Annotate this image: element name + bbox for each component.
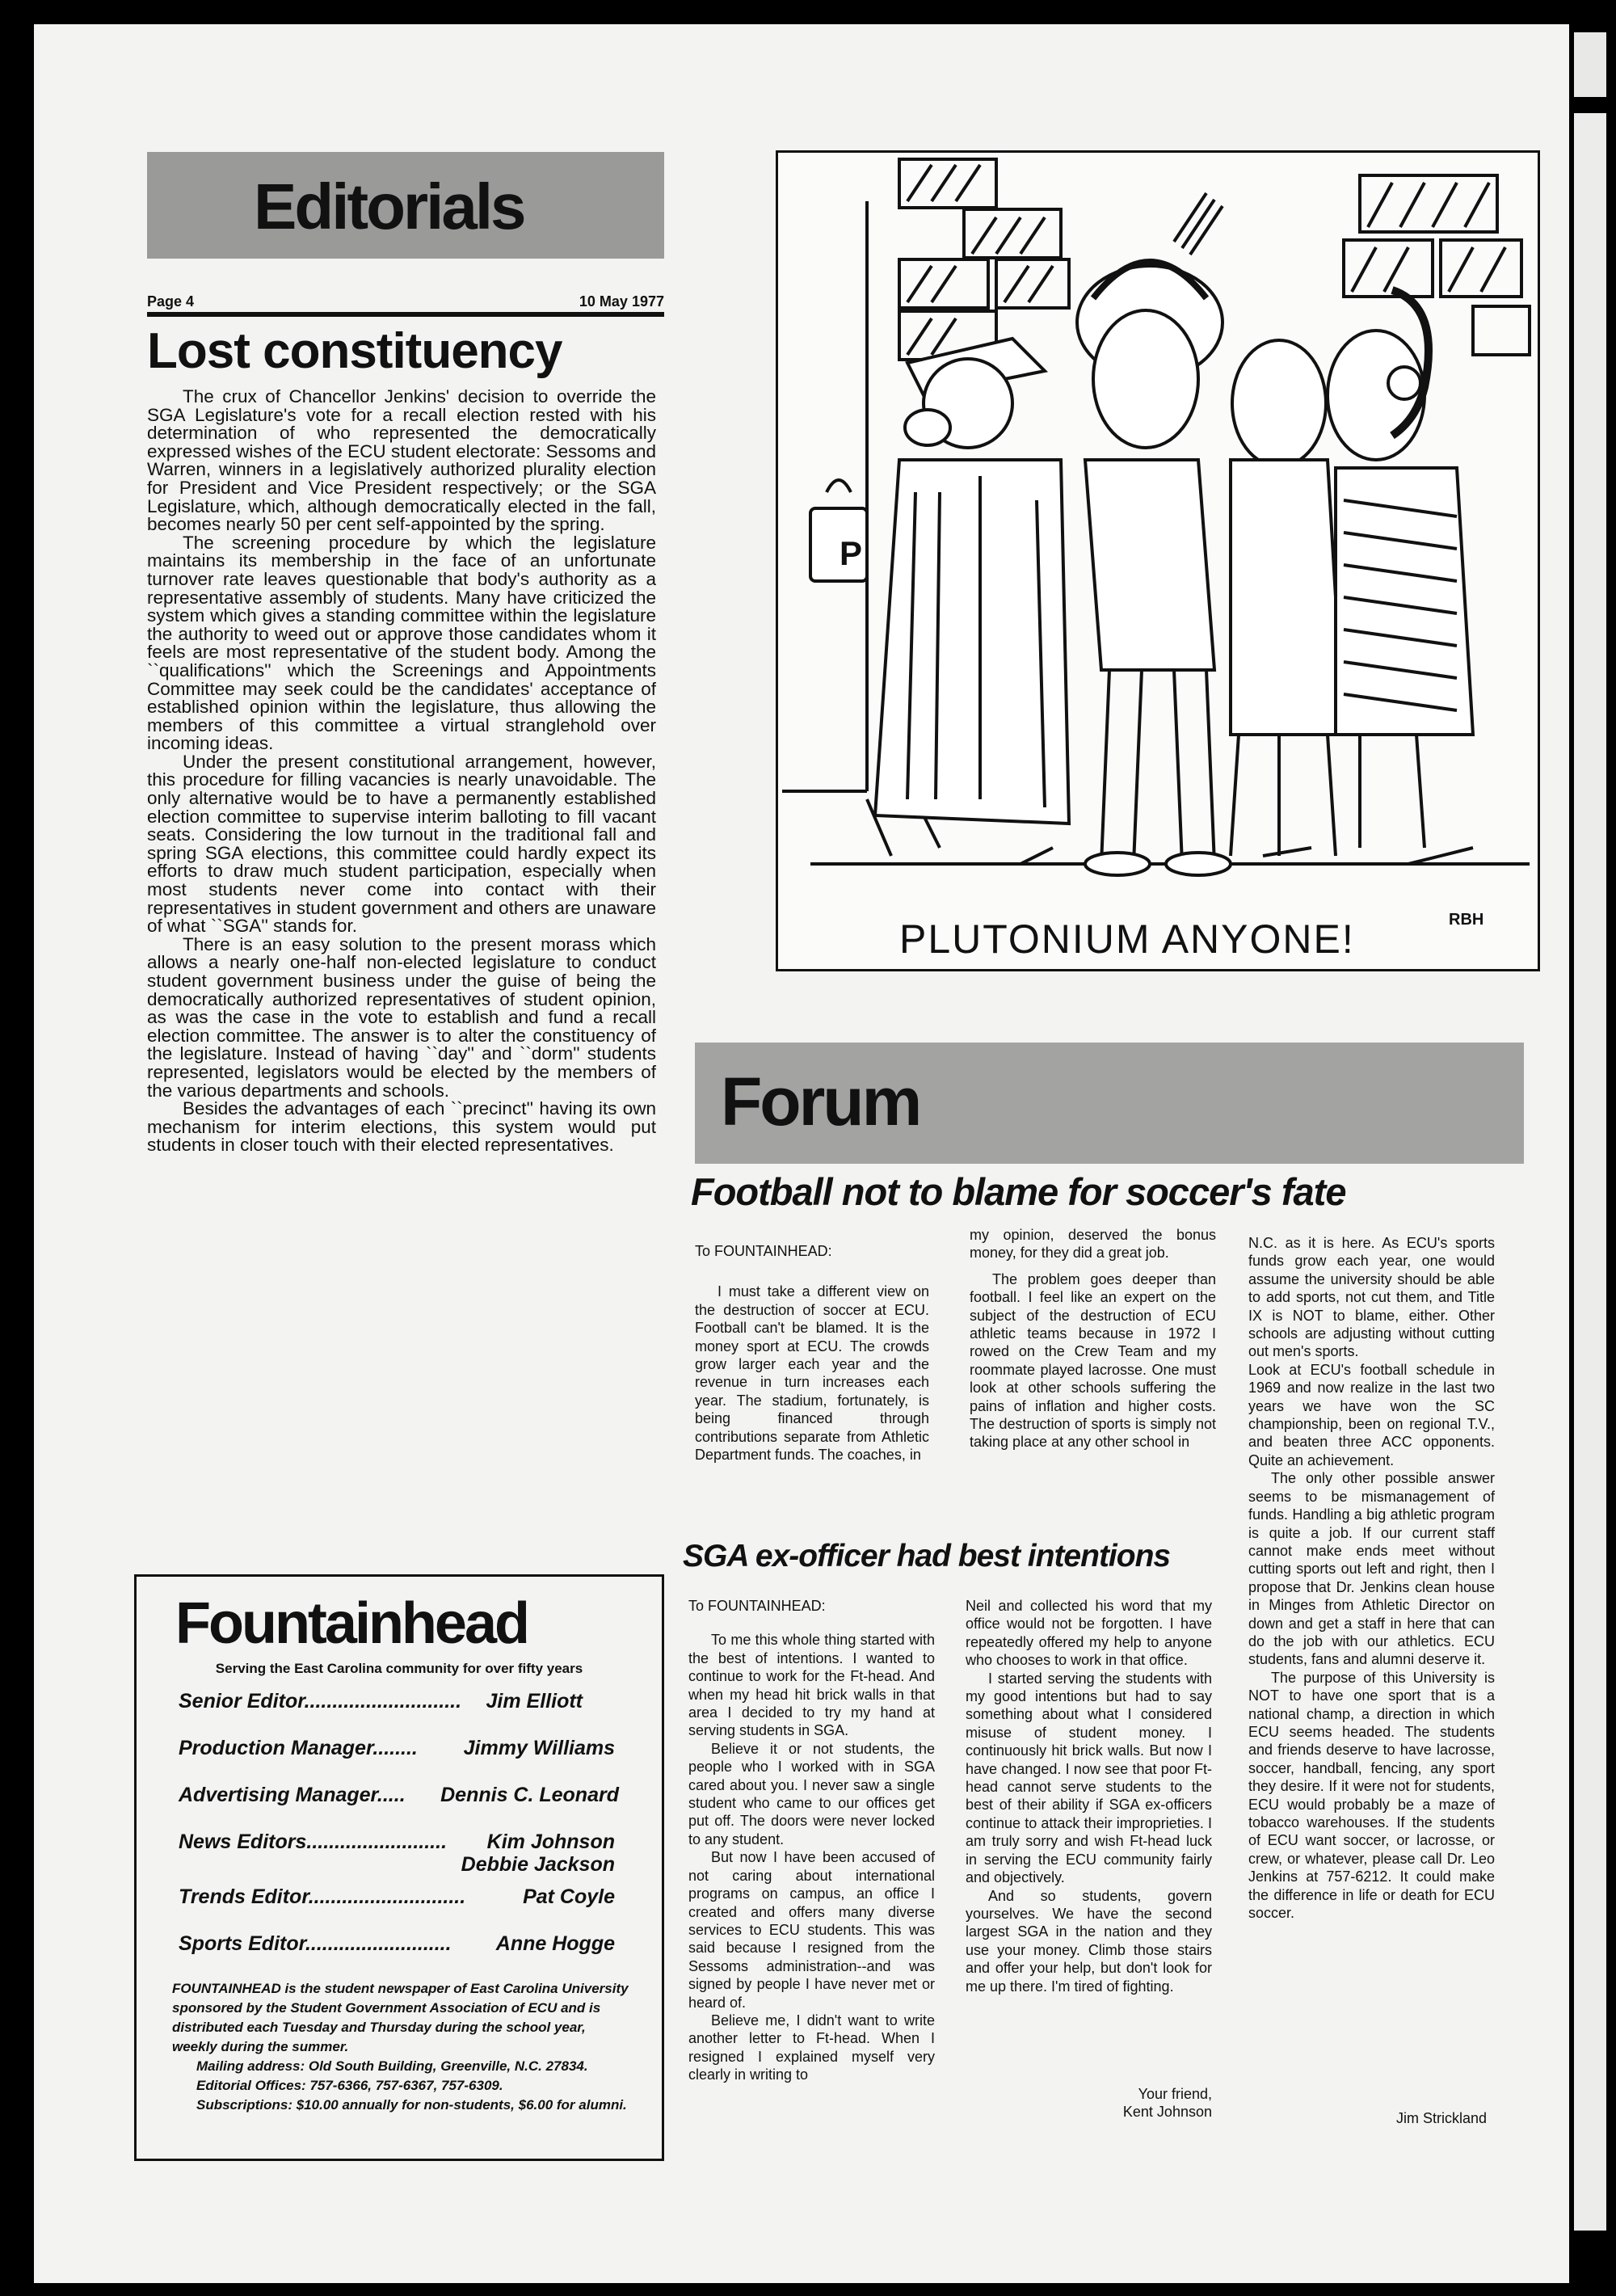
staff-row (179, 1932, 615, 1957)
staff-dots: ......................... (306, 1830, 448, 1853)
letter2-col1 (688, 1597, 935, 2084)
editorial-paragraph: There is an easy solution to the present morass which allows a nearly one-half non-elected legislature to conduct student government business under the guise of being the democratically authorized representatives of student opinion, as was the case in the vote to establish and fund a recall election committee. The answer is to alter the constituency of the legislature. Instead of having ``day'' and ``dorm'' students represented, legislators would be elected by the members of the various departments and schools. (147, 933, 656, 1101)
staff-role: Senior Editor (179, 1690, 305, 1713)
letter1-headline: Football not to blame for soccer's fate (691, 1170, 1346, 1213)
staff-dots: ............................ (308, 1885, 466, 1908)
masthead-offices: Editorial Offices: 757-6366, 757-6367, 757-6309. (196, 2078, 503, 2093)
staff-name: Debbie Jackson (461, 1853, 615, 1876)
letter1-paragraph: The problem goes deeper than football. I feel like an expert on the subject of the destruction of ECU athletic teams because in 1972 I rowed on the Crew Team and my roommate played lacrosse. One must look at other schools suffering the pains of inflation and higher costs. The destruction of sports is simply not taking place at any other school in (970, 1270, 1216, 1451)
adjacent-page-edge-lower (1574, 113, 1606, 2231)
letter2-paragraph: Believe it or not students, the people who I worked with in SGA cared about you. I never saw a single student who came to our offices get put off. The doors were never locked to any student. (688, 1740, 935, 1847)
letter2-signoff (1050, 2085, 1212, 2121)
staff-dots: ........ (372, 1737, 418, 1759)
letter1-paragraph: Look at ECU's football schedule in 1969 and now realize in the last two years we have won the SC championship, been on regional T.V., and beaten three ACC opponents. Quite an achievement. (1248, 1361, 1495, 1468)
brick-icon (899, 159, 996, 208)
comb-icon (1174, 193, 1223, 255)
staff-role: News Editors (179, 1830, 307, 1853)
letter2-paragraph: Believe me, I didn't want to write another letter to Ft-head. When I resigned I explained myself very clearly in writing to (688, 2012, 935, 2083)
letter1-col1 (695, 1242, 929, 1464)
forum-banner (695, 1043, 1524, 1164)
editorial-paragraph: Besides the advantages of each ``precinct'' having its own mechanism for interim elections, this system would put students in closer touch with their elected representatives. (147, 1098, 656, 1156)
letter1-col2 (970, 1226, 1216, 1451)
staff-name: Jimmy Williams (463, 1737, 615, 1759)
cartoon-drawing (778, 153, 1538, 969)
letter1-paragraph: The purpose of this University is NOT to have one sport that is a national champ, a direction in which ECU seems headed. The students and friends deserve to have lacrosse, soccer, handball, fencing, any sport they desire. If it were not for students, ECU would probably be a maze of tobacco warehouses. If the students of ECU want soccer, or lacrosse, or crew, or whatever, please call Dr. Leo Jenkins at 757-6212. It could make the difference in life or death for ECU soccer. (1248, 1669, 1495, 1922)
staff-row (179, 1830, 615, 1855)
staff-role: Sports Editor (179, 1932, 305, 1955)
letter2-paragraph: And so students, govern yourselves. We have the second largest SGA in the nation and they use your money. Climb those stairs and offer your help, but don't look for me up there. I'm tired of fighting. (966, 1887, 1212, 1995)
editorial-paragraph: Under the present constitutional arrangement, however, this procedure for filling vacancies is nearly unavoidable. The only alternative would be to have a permanently established election committee to supervise interim balloting to fill vacant seats. Considering the low turnout in the traditional fall and spring SGA elections, this committee could hardly expect its efforts to draw much student participation, especially when most students never come into contact with their representatives in student government and others are unaware of what ``SGA'' stands for. (147, 751, 656, 937)
staff-dots: ..... (377, 1784, 406, 1806)
letter2-paragraph: I started serving the students with my good intentions but had to say something about what I considered misuse of student money. I continuously hit brick walls. But now I have changed. I now see that poor Ft-head cannot serve students to the best of their ability if SGA ex-officers continue to attack their improprieties. I am truly sorry and wish Ft-head luck in serving the ECU community fairly and objectively. (966, 1670, 1212, 1886)
letter2-closing: Your friend, (1138, 2086, 1212, 2102)
cartoon-signature: RBH (1449, 911, 1484, 929)
masthead-title: Fountainhead (175, 1591, 528, 1656)
editorial-headline: Lost constituency (147, 323, 562, 379)
editorial-paragraph: The crux of Chancellor Jenkins' decision to override the SGA Legislature's vote for a recall election rested with his determination of who represented the democratically expressed wishes of the ECU student electorate: Sessoms and Warren, winners in a legislatively authorized plurality election for President and Vice President respectively; or the SGA Legislature, which, although democratically elected in the fall, becomes nearly 50 per cent self-appointed by the spring. (147, 386, 656, 535)
staff-row-continued (179, 1853, 615, 1877)
letter2-col2 (966, 1597, 1212, 1995)
masthead-about: FOUNTAINHEAD is the student newspaper of East Carolina University sponsored by the Student Government Association of ECU and is distributed each Tuesday and Thursday during the school year, weekly during the summer. (172, 1981, 629, 2054)
letter1-paragraph: my opinion, deserved the bonus money, for they did a great job. (970, 1227, 1216, 1262)
letter2-salutation: To FOUNTAINHEAD: (688, 1598, 826, 1614)
letter1-paragraph: The only other possible answer seems to be mismanagement of funds. Handling a big athletic program is quite a job. If our current staff cannot make ends meet without cutting sports out left and right, then I propose that Dr. Jenkins clean house in Minges from Athletic Director on down and get a staff in here that can do the job with our athletics. ECU students, fans and alumni deserve it. (1248, 1470, 1495, 1668)
staff-name: Pat Coyle (523, 1885, 615, 1908)
cartoon-caption: PLUTONIUM ANYONE! (899, 916, 1355, 962)
letter2-paragraph: Neil and collected his word that my office would not be forgotten. I have repeatedly offered my help to anyone who chooses to work in that office. (966, 1598, 1212, 1669)
editorial-paragraph: The screening procedure by which the legislature maintains its membership in the face of an unfortunate turnover rate leaves questionable that body's authority as a representative assembly of students. Many have criticized the system which gives a standing committee within the legislature the authority to weed out or approve those candidates whom it feels are most representative of the student body. Among the ``qualifications'' which the Screenings and Appointments Committee may seek could be the candidates' acceptance of established opinion within the legislature, thus allowing the members of this committee a virtual stranglehold over incoming ideas. (147, 532, 656, 754)
bag-letter: P (840, 534, 863, 572)
letter1-col3 (1248, 1234, 1495, 1922)
staff-row (179, 1885, 615, 1910)
letter2-paragraph: But now I have been accused of not caring about international programs on campus, an office I created and offers many diverse services to ECU students. This was said because I resigned from the Sessoms administration--and was signed by people I have never met or heard of. (688, 1849, 935, 2011)
date-rule (147, 312, 664, 317)
letter2-paragraph: To me this whole thing started with the best of intentions. I wanted to continue to work for the Ft-head. And when my head hit brick walls in that area I decided to try my hand at serving students in SGA. (688, 1632, 935, 1739)
staff-name: Dennis C. Leonard (440, 1784, 619, 1806)
masthead-tagline: Serving the East Carolina community for over fifty years (215, 1661, 583, 1676)
editorials-section-title: Editorials (254, 171, 524, 242)
forum-section-title: Forum (721, 1064, 920, 1140)
staff-role: Trends Editor (179, 1885, 309, 1908)
letter2-signature: Kent Johnson (1122, 2104, 1212, 2120)
letter2-headline: SGA ex-officer had best intentions (683, 1539, 1171, 1573)
editorial-body (147, 388, 656, 1155)
letter1-paragraph: N.C. as it is here. As ECU's sports funds grow each year, one would assume the university should be able to add sports, not cut them, and Title IX is NOT to blame, either. Other schools are adjusting without cutting out men's sports. (1248, 1235, 1495, 1360)
page-label: Page 4 (147, 293, 195, 310)
issue-date: 10 May 1977 (579, 293, 664, 310)
masthead-info (172, 1979, 631, 2115)
staff-dots: .......................... (305, 1932, 452, 1955)
letter1-paragraph: I must take a different view on the destruction of soccer at ECU. Football can't be blamed. It is the money sport at ECU. The crowds grow larger each year and the revenue in turn increases each year. The stadium, fortunately, is being financed through contributions separate from Athletic Department funds. The coaches, in (695, 1283, 929, 1464)
letter1-signature: Jim Strickland (1395, 2110, 1487, 2126)
masthead-subscriptions: Subscriptions: $10.00 annually for non-students, $6.00 for alumni. (196, 2097, 627, 2113)
editorials-banner (147, 152, 664, 259)
masthead-box (134, 1574, 664, 2161)
staff-dots: ............................ (304, 1690, 462, 1713)
staff-name: Anne Hogge (495, 1932, 615, 1955)
staff-role: Production Manager (179, 1737, 373, 1759)
staff-row (179, 1737, 615, 1761)
staff-role: Advertising Manager (179, 1784, 377, 1806)
staff-row (179, 1690, 583, 1714)
editorial-cartoon (776, 150, 1540, 971)
staff-row (179, 1784, 619, 1808)
staff-name: Jim Elliott (486, 1690, 583, 1713)
masthead-mailing: Mailing address: Old South Building, Greenville, N.C. 27834. (196, 2058, 588, 2074)
adjacent-page-edge (1574, 32, 1606, 97)
letter1-salutation: To FOUNTAINHEAD: (695, 1243, 832, 1259)
staff-name: Kim Johnson (486, 1830, 615, 1853)
